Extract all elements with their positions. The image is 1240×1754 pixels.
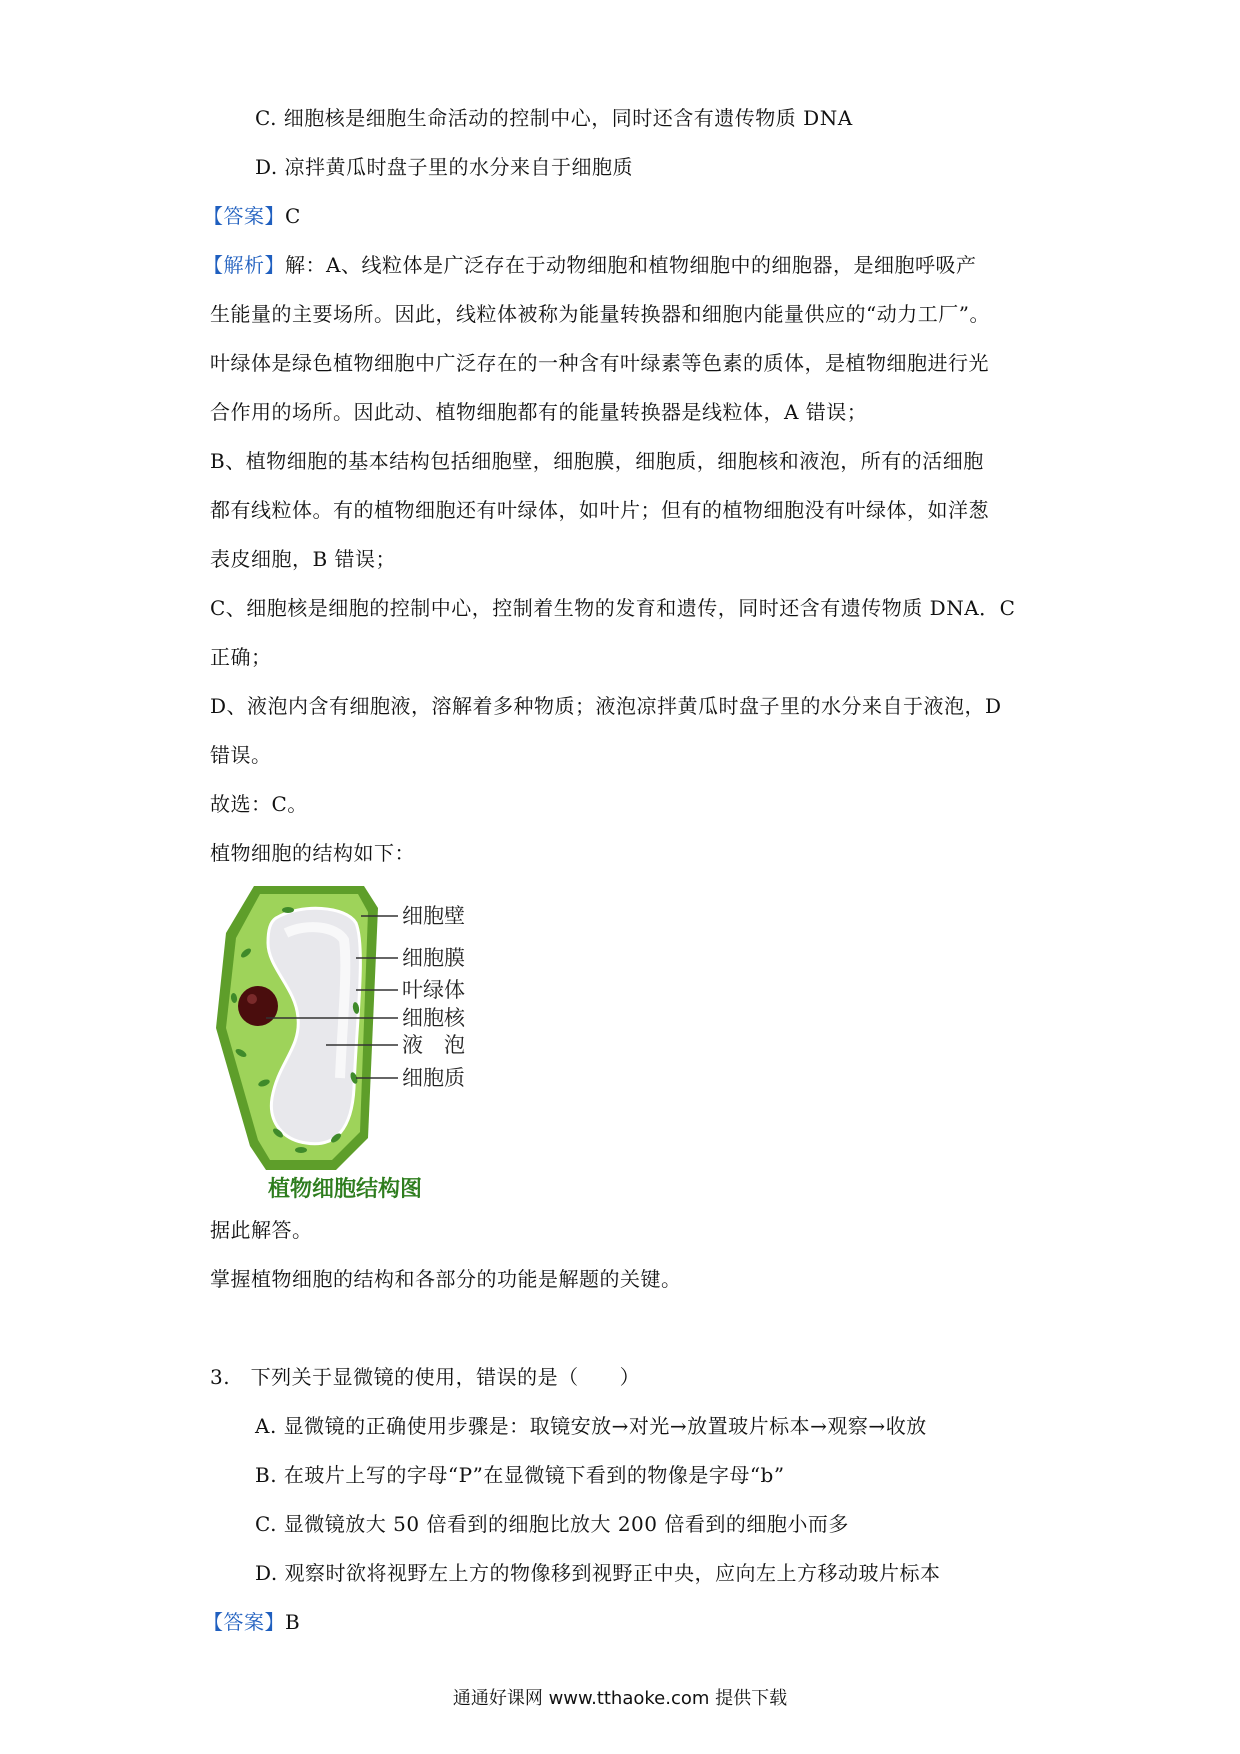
q2-option-d: D. 凉拌黄瓜时盘子里的水分来自于细胞质 [255, 155, 634, 179]
q3-option-b: B. 在玻片上写的字母“P”在显微镜下看到的物像是字母“b” [255, 1463, 785, 1487]
plant-cell-diagram [206, 878, 486, 1203]
analysis-text: 解：A、线粒体是广泛存在于动物细胞和植物细胞中的细胞器，是细胞呼吸产 [285, 253, 977, 277]
analysis-line-12: 植物细胞的结构如下： [210, 841, 415, 865]
conclusion-line-1: 掌握植物细胞的结构和各部分的功能是解题的关键。 [210, 1267, 682, 1291]
analysis-line-2: 叶绿体是绿色植物细胞中广泛存在的一种含有叶绿素等色素的质体，是植物细胞进行光 [210, 351, 989, 375]
analysis-line-11: 故选：C。 [210, 792, 308, 816]
conclusion-line-0: 据此解答。 [210, 1218, 313, 1242]
analysis-line-4: B、植物细胞的基本结构包括细胞壁，细胞膜，细胞质，细胞核和液泡，所有的活细胞 [210, 449, 984, 473]
analysis-line-10: 错误。 [210, 743, 272, 767]
label-cytoplasm: 细胞质 [402, 1066, 465, 1090]
analysis-line-9: D、液泡内含有细胞液，溶解着多种物质；液泡凉拌黄瓜时盘子里的水分来自于液泡，D [210, 694, 1002, 718]
label-vacuole: 液 泡 [402, 1033, 465, 1057]
page-footer: 通通好课网 www.tthaoke.com 提供下载 [452, 1688, 788, 1709]
analysis-line-1: 生能量的主要场所。因此，线粒体被称为能量转换器和细胞内能量供应的“动力工厂”。 [210, 302, 990, 326]
q2-answer [203, 202, 301, 230]
analysis-line-6: 表皮细胞，B 错误； [210, 547, 397, 571]
nucleus-shape [238, 986, 278, 1026]
q3-option-d: D. 观察时欲将视野左上方的物像移到视野正中央，应向左上方移动玻片标本 [255, 1561, 941, 1585]
label-nucleus: 细胞核 [402, 1006, 465, 1030]
answer-tag: 【答案】 [203, 1610, 285, 1634]
answer-value: C [285, 204, 301, 228]
q3-answer [203, 1608, 300, 1636]
q3-option-a: A. 显微镜的正确使用步骤是：取镜安放→对光→放置玻片标本→观察→收放 [255, 1414, 927, 1438]
analysis-line-5: 都有线粒体。有的植物细胞还有叶绿体，如叶片；但有的植物细胞没有叶绿体，如洋葱 [210, 498, 989, 522]
analysis-line-8: 正确； [210, 645, 272, 669]
answer-value: B [285, 1610, 301, 1634]
label-cell-wall: 细胞壁 [402, 904, 465, 928]
analysis-line-0 [203, 251, 976, 279]
analysis-tag: 【解析】 [203, 253, 285, 277]
figure-caption: 植物细胞结构图 [268, 1177, 423, 1202]
q3-stem: 3. 下列关于显微镜的使用，错误的是（ ） [210, 1365, 641, 1389]
q3-option-c: C. 显微镜放大 50 倍看到的细胞比放大 200 倍看到的细胞小而多 [255, 1512, 849, 1536]
analysis-line-3: 合作用的场所。因此动、植物细胞都有的能量转换器是线粒体，A 错误； [210, 400, 868, 424]
label-cell-membrane: 细胞膜 [402, 946, 465, 970]
label-chloroplast: 叶绿体 [402, 978, 465, 1002]
q2-option-c: C. 细胞核是细胞生命活动的控制中心，同时还含有遗传物质 DNA [255, 106, 853, 130]
analysis-line-7: C、细胞核是细胞的控制中心，控制着生物的发育和遗传，同时还含有遗传物质 DNA．C [210, 596, 1016, 620]
answer-tag: 【答案】 [203, 204, 285, 228]
